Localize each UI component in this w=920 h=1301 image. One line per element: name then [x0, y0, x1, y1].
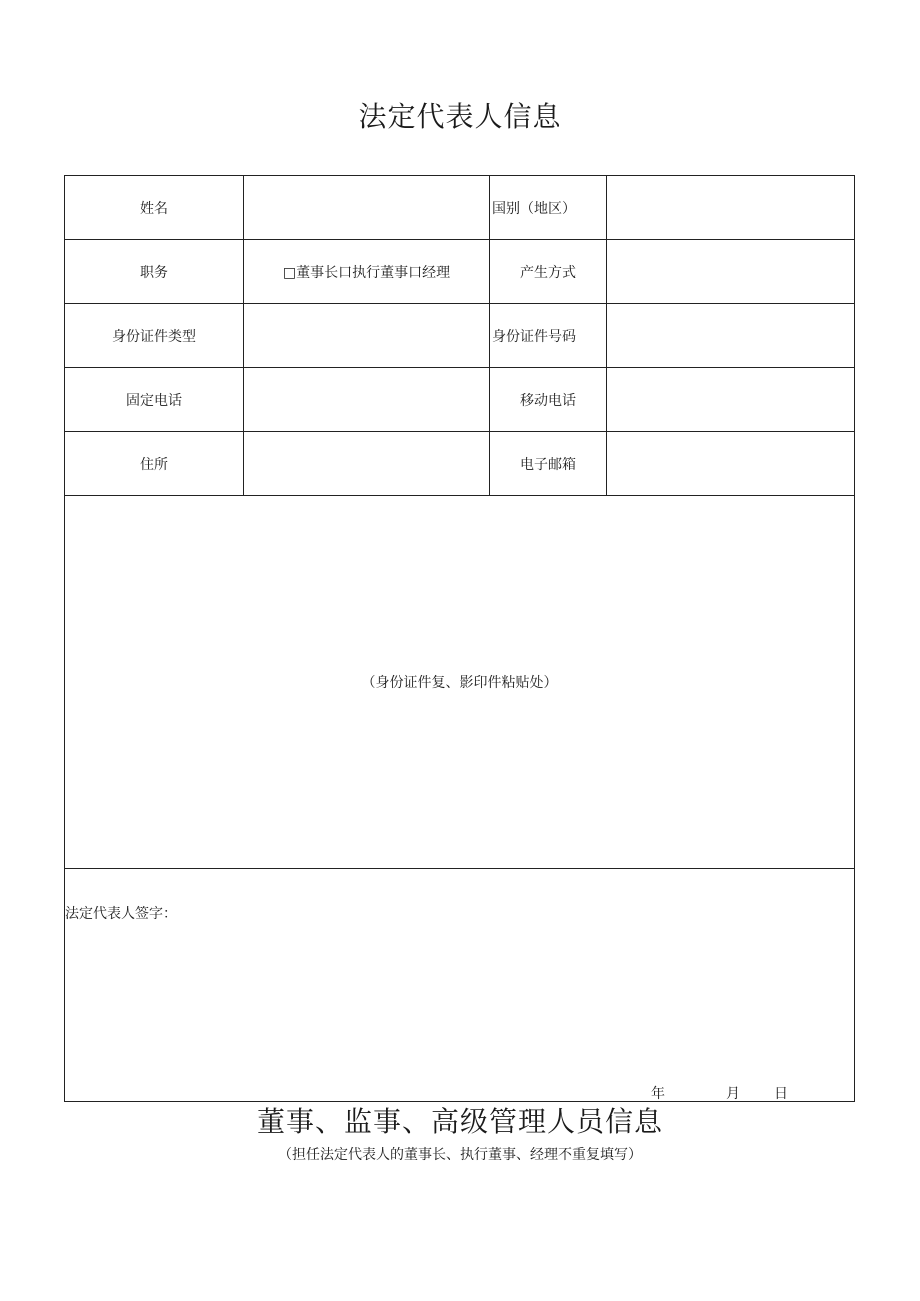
form-row-id-photo: [65, 496, 855, 869]
form-row-id-type: [65, 304, 855, 368]
appointment-method-label: 产生方式: [490, 240, 607, 304]
name-label: 姓名: [65, 176, 244, 240]
mobile-label: 移动电话: [490, 368, 607, 432]
section-note: （担任法定代表人的董事长、执行董事、经理不重复填写）: [278, 1147, 642, 1163]
id-number-field[interactable]: [607, 304, 855, 368]
legal-representative-form: [64, 175, 855, 1102]
form-row-name: [65, 176, 855, 240]
section-title: 董事、监事、高级管理人员信息: [256, 1105, 663, 1138]
landline-field[interactable]: [244, 368, 490, 432]
form-row-phone: [65, 368, 855, 432]
signature-label: 法定代表人签字：: [65, 906, 177, 922]
address-field[interactable]: [244, 432, 490, 496]
name-field[interactable]: [244, 176, 490, 240]
date-day-label: 日: [774, 1086, 788, 1102]
mobile-field[interactable]: [607, 368, 855, 432]
landline-label: 固定电话: [65, 368, 244, 432]
form-row-address: [65, 432, 855, 496]
date-month-label: 月: [726, 1086, 740, 1102]
signature-area[interactable]: [65, 869, 855, 1102]
page-title: 法定代表人信息: [358, 100, 562, 133]
address-label: 住所: [65, 432, 244, 496]
form-row-position: [65, 240, 855, 304]
position-label: 职务: [65, 240, 244, 304]
position-options[interactable]: □董事长口执行董事口经理: [244, 240, 490, 304]
email-label: 电子邮箱: [490, 432, 607, 496]
date-year-label: 年: [651, 1086, 665, 1102]
id-number-label: 身份证件号码: [490, 304, 607, 368]
appointment-method-field[interactable]: [607, 240, 855, 304]
form-row-signature: [65, 869, 855, 1102]
id-type-field[interactable]: [244, 304, 490, 368]
id-type-label: 身份证件类型: [65, 304, 244, 368]
id-photo-area[interactable]: （身份证件复、影印件粘贴处）: [65, 496, 855, 869]
nationality-field[interactable]: [607, 176, 855, 240]
email-field[interactable]: [607, 432, 855, 496]
nationality-label: 国别（地区）: [490, 176, 607, 240]
